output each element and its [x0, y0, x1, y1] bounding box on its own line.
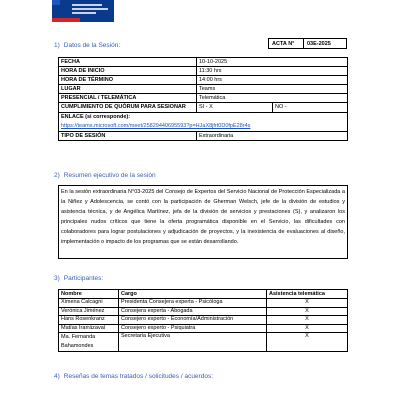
table-row — [59, 316, 348, 325]
row-key: LUGAR — [59, 85, 197, 94]
participant-role: Presidenta Consejera experta - Psicóloga — [119, 299, 267, 308]
participant-name: Matías Irarrázaval — [59, 324, 119, 333]
table-row — [59, 307, 348, 316]
header-cargo: Cargo — [119, 290, 267, 299]
header-asistencia: Asistencia telemática — [267, 290, 348, 299]
section2-title: 2) Resumen ejecutivo de la sesión — [54, 172, 156, 179]
row-key: HORA DE INICIO — [59, 67, 197, 76]
participant-name: Verónica Jiménez — [59, 307, 119, 316]
participant-role: Consejero experto - Economía/Administración — [119, 316, 267, 325]
participants-table — [58, 289, 348, 352]
participant-role: Consejera experta - Abogada — [119, 307, 267, 316]
participant-attendance: X — [267, 333, 348, 352]
acta-value: 03E-2025 — [307, 40, 331, 47]
participant-role: Secretaria Ejecutiva — [119, 333, 267, 352]
row-value: Telemática — [197, 94, 348, 103]
table-row — [59, 67, 348, 76]
header-nombre: Nombre — [59, 290, 119, 299]
meeting-link[interactable]: https://teams.microsoft.com/meet/25829440695593?p=HJaX8jfrt0D0fpE28r4s — [61, 123, 251, 129]
row-key: TIPO DE SESIÓN — [59, 132, 197, 141]
session-data-table — [58, 57, 348, 141]
section4-title: 4) Reseñas de temas tratados / solicitudes / acuerdos: — [54, 373, 213, 380]
table-row — [59, 103, 348, 113]
section1-title: 1) Datos de la Sesión: — [54, 42, 121, 49]
participant-name: Hans Rosenkranz — [59, 316, 119, 325]
table-header-row — [59, 290, 348, 299]
participant-attendance: X — [267, 299, 348, 308]
table-row — [59, 324, 348, 333]
participant-name: Ma. Fernanda Bahamondes — [59, 333, 119, 352]
executive-summary: En la sesión extraordinaria N°03-2025 del Consejo de Expertos del Servicio Nacional de Protección Especializada a la Niñez y Adolescencia, se contó con la participación de Gherman Welsch, jefe de la división de estudios y asistencia técnica, y de Angélica Martínez, jefa de la división de servicios y prestaciones (S), y analizaron los principales nudos críticos que tiene la oferta programática disponible en el Servicio, las dificultades con colaboradores para lograr postulaciones y adjudicación de proyectos, y la inexistencia de evaluaciones al diseño, implementación o impacto de los programas que se están desarrollando. — [58, 185, 348, 259]
row-key: FECHA — [59, 58, 197, 67]
acta-label: ACTA N° — [269, 39, 304, 48]
row-value: 10-10-2025 — [197, 58, 348, 67]
participant-attendance: X — [267, 307, 348, 316]
row-value: 14:00 hrs — [197, 76, 348, 85]
quorum-no: NO - — [273, 103, 348, 113]
table-row — [59, 76, 348, 85]
government-logo — [52, 0, 114, 22]
row-value: Teams — [197, 85, 348, 94]
participant-name: Ximena Calcagni — [59, 299, 119, 308]
participant-role: Consejero experto - Psiquiatra — [119, 324, 267, 333]
table-row — [59, 299, 348, 308]
participant-attendance: X — [267, 324, 348, 333]
table-row — [59, 94, 348, 103]
row-value: Extraordinaria — [197, 132, 348, 141]
table-row — [59, 58, 348, 67]
enlace-label: ENLACE (si corresponde): — [61, 114, 131, 120]
quorum-si: SI - X — [197, 103, 273, 113]
table-row — [59, 333, 348, 352]
table-row — [59, 132, 348, 141]
section3-title: 3) Participantes: — [54, 275, 104, 282]
acta-number-box — [268, 38, 347, 49]
row-key: HORA DE TÉRMINO — [59, 76, 197, 85]
participant-attendance: X — [267, 316, 348, 325]
table-row — [59, 113, 348, 132]
row-key: PRESENCIAL / TELEMÁTICA — [59, 94, 197, 103]
row-value: 11:30 hrs — [197, 67, 348, 76]
table-row — [59, 85, 348, 94]
quorum-key: CUMPLIMIENTO DE QUÓRUM PARA SESIONAR — [59, 103, 197, 113]
